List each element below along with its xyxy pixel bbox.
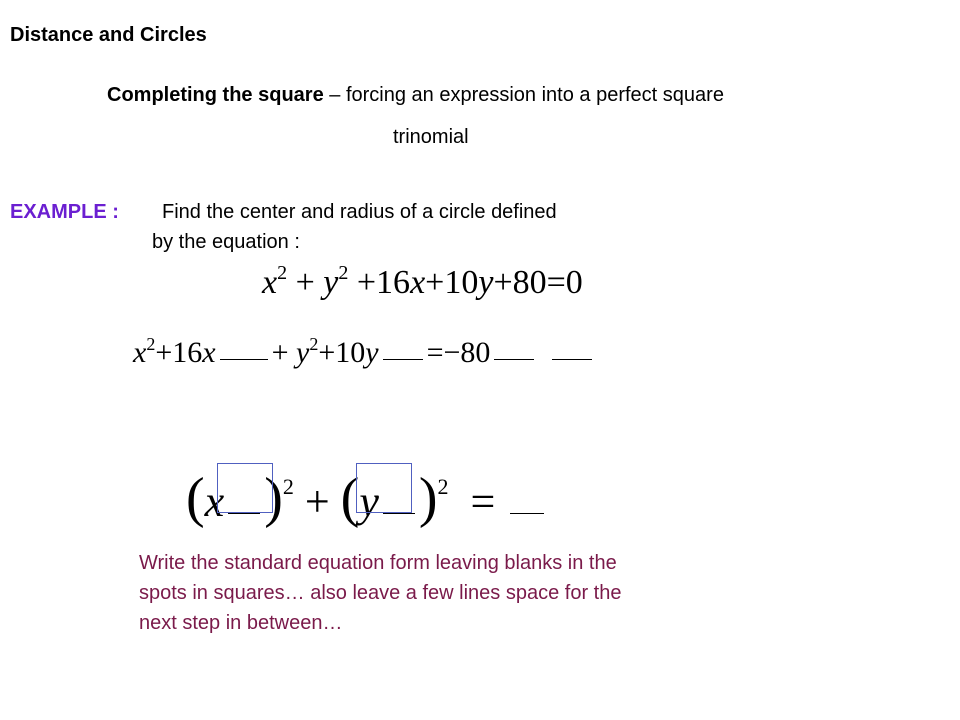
blank-1	[220, 358, 268, 360]
blank-2	[383, 358, 423, 360]
example-label: EXAMPLE :	[10, 201, 119, 223]
definition-term: Completing the square	[107, 84, 324, 106]
definition-text: – forcing an expression into a perfect square	[323, 84, 724, 106]
definition-continuation: trinomial	[393, 126, 469, 148]
standard-form-equation: (x )$^2$ + (y )$^2$ =	[186, 466, 548, 530]
blank-3	[494, 358, 534, 360]
blank-r-squared	[510, 512, 544, 514]
page-title: Distance and Circles	[10, 24, 207, 46]
equation-rhs: =−80	[426, 336, 491, 369]
example-text-line2: by the equation :	[152, 231, 300, 253]
blank-square-h	[217, 463, 273, 513]
grouped-equation: $x^2+16x + y^2+10y =-80$	[133, 336, 596, 370]
definition-line	[107, 84, 724, 107]
circle-equation: $x^2 + y^2 +16x+10y+80=0$	[262, 262, 583, 301]
example-text-line1: Find the center and radius of a circle defined	[162, 201, 557, 223]
blank-square-k	[356, 463, 412, 513]
blank-4	[552, 358, 592, 360]
instruction-note: Write the standard equation form leaving blanks in the spots in squares… also leave a few lines space for the next step in between…	[139, 552, 622, 634]
